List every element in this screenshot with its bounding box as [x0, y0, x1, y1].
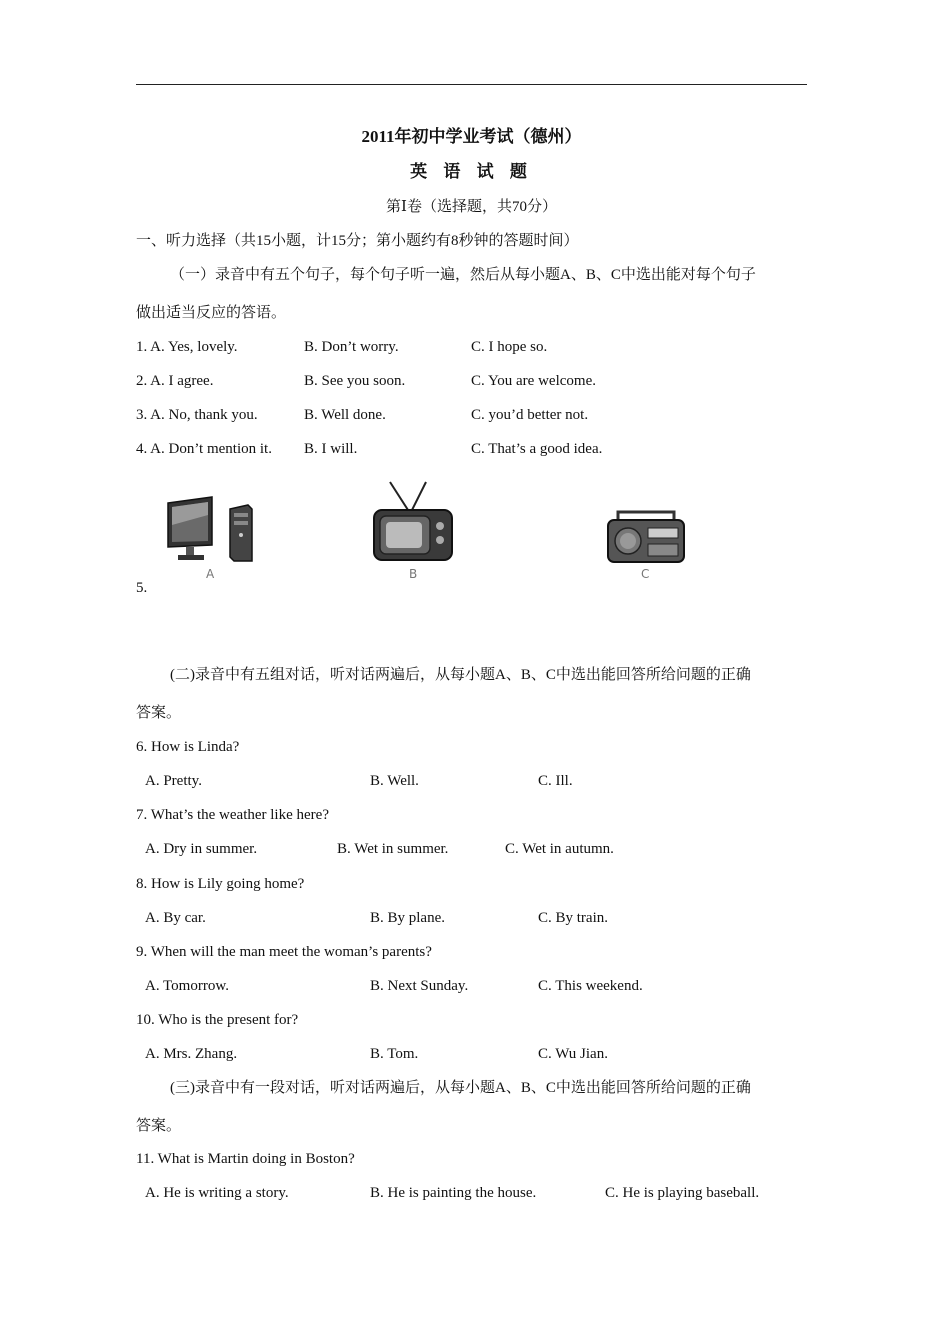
q4-option-c: C. That’s a good idea.	[471, 441, 603, 457]
q5-label-c: C	[641, 567, 650, 581]
volume-heading: 第Ⅰ卷（选择题，共70分）	[386, 199, 557, 215]
q1-option-a: 1. A. Yes, lovely.	[136, 339, 238, 355]
q3-option-b: B. Well done.	[304, 407, 386, 423]
q8-option-c: C. By train.	[538, 910, 608, 926]
part3-instruction-cont: 答案。	[136, 1118, 182, 1134]
q6-question: 6. How is Linda?	[136, 739, 240, 755]
q7-option-b: B. Wet in summer.	[337, 841, 449, 857]
q3-option-c: C. you’d better not.	[471, 407, 589, 423]
top-rule	[136, 84, 807, 85]
q4-option-a: 4. A. Don’t mention it.	[136, 441, 272, 457]
part1-instruction-cont: 做出适当反应的答语。	[136, 305, 287, 321]
q9-option-c: C. This weekend.	[538, 978, 643, 994]
q1-option-c: C. I hope so.	[471, 339, 548, 355]
q4-option-b: B. I will.	[304, 441, 358, 457]
q7-question: 7. What’s the weather like here?	[136, 807, 329, 823]
q11-question: 11. What is Martin doing in Boston?	[136, 1151, 355, 1167]
television-picture	[368, 480, 458, 565]
q5-number: 5.	[136, 580, 148, 596]
part2-instruction: (二)录音中有五组对话，听对话两遍后，从每小题A、B、C中选出能回答所给问题的正确	[170, 667, 751, 683]
q2-option-a: 2. A. I agree.	[136, 373, 214, 389]
q11-option-b: B. He is painting the house.	[370, 1185, 537, 1201]
q2-option-b: B. See you soon.	[304, 373, 406, 389]
exam-subject: 英 语 试 题	[410, 162, 533, 181]
q9-question: 9. When will the man meet the woman’s parents?	[136, 944, 432, 960]
q6-option-b: B. Well.	[370, 773, 419, 789]
q1-option-b: B. Don’t worry.	[304, 339, 399, 355]
part1-instruction: （一）录音中有五个句子，每个句子听一遍，然后从每小题A、B、C中选出能对每个句子	[170, 267, 756, 283]
q2-option-c: C. You are welcome.	[471, 373, 596, 389]
exam-title: 2011年初中学业考试（德州）	[361, 127, 582, 146]
q5-label-b: B	[409, 567, 418, 581]
part2-instruction-cont: 答案。	[136, 705, 182, 721]
section1-heading: 一、听力选择（共15小题，计15分；第小题约有8秒钟的答题时间）	[136, 233, 579, 249]
q3-option-a: 3. A. No, thank you.	[136, 407, 258, 423]
q8-question: 8. How is Lily going home?	[136, 876, 305, 892]
q9-option-b: B. Next Sunday.	[370, 978, 469, 994]
q10-question: 10. Who is the present for?	[136, 1012, 299, 1028]
computer-picture	[160, 495, 260, 565]
q6-option-a: A. Pretty.	[145, 773, 202, 789]
q8-option-b: B. By plane.	[370, 910, 445, 926]
q6-option-c: C. Ill.	[538, 773, 573, 789]
q10-option-c: C. Wu Jian.	[538, 1046, 608, 1062]
q9-option-a: A. Tomorrow.	[145, 978, 229, 994]
q10-option-b: B. Tom.	[370, 1046, 419, 1062]
q7-option-a: A. Dry in summer.	[145, 841, 258, 857]
radio-picture	[604, 508, 688, 564]
part3-instruction: (三)录音中有一段对话，听对话两遍后，从每小题A、B、C中选出能回答所给问题的正确	[170, 1080, 751, 1096]
q7-option-c: C. Wet in autumn.	[505, 841, 614, 857]
q11-option-c: C. He is playing baseball.	[605, 1185, 760, 1201]
q10-option-a: A. Mrs. Zhang.	[145, 1046, 238, 1062]
q5-label-a: A	[206, 567, 215, 581]
q8-option-a: A. By car.	[145, 910, 206, 926]
q11-option-a: A. He is writing a story.	[145, 1185, 289, 1201]
